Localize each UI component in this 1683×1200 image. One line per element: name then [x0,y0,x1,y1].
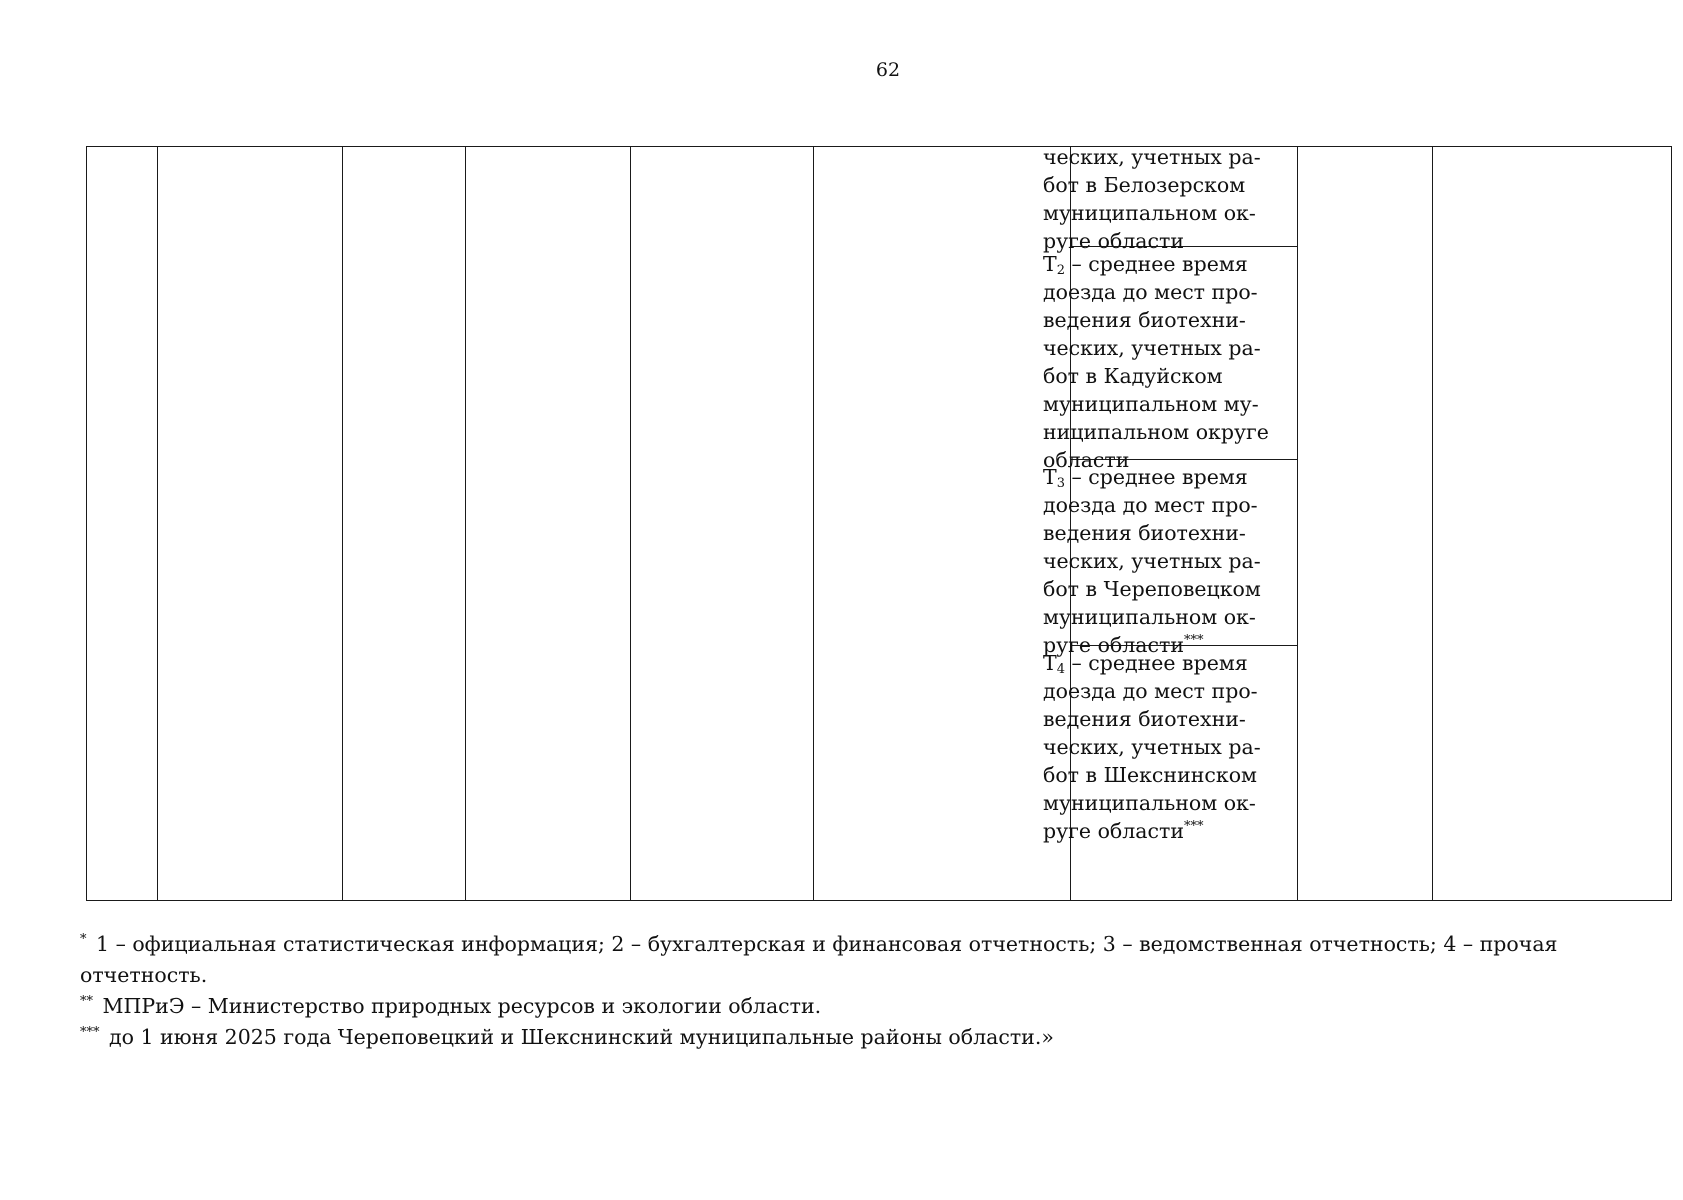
cell-text: – среднее время доезда до мест про- ведения биотехни- ческих, учетных ра- бот в Череповецком муниципальном ок- руге области [1043,465,1261,657]
formula-subscript: 4 [1056,662,1065,677]
cell-text: ческих, учетных ра- бот в Белозерском муниципальном ок- руге области [1043,145,1261,253]
column-divider [342,147,343,900]
footnote-marker: * [80,932,87,947]
formula-symbol: Т [1043,651,1057,675]
column-divider [1432,147,1433,900]
footnote-marker: ** [80,994,93,1009]
footnote-sources [80,929,1680,991]
column-divider [813,147,814,900]
footnote-marker: *** [1184,633,1204,648]
footnote-marker: *** [1184,819,1204,834]
page-number: 62 [875,59,901,81]
formula-symbol: Т [1043,465,1057,489]
footnote-text: МПРиЭ – Министерство природных ресурсов и экологии области. [96,994,822,1018]
footnote-text: 1 – официальная статистическая информация; 2 – бухгалтерская и финансовая отчетность; 3 – ведомственная отчетность; 4 – прочая отчетность. [80,932,1558,987]
column-divider [630,147,631,900]
column-divider [157,147,158,900]
footnote-marker: *** [80,1025,100,1040]
footnote-mpre [80,991,1680,1022]
column-divider [1297,147,1298,900]
formula-subscript: 3 [1056,476,1065,491]
table-cell-t4-sheksna [1043,649,1271,845]
footnote-text: до 1 июня 2025 года Череповецкий и Шекснинский муниципальные районы области.» [102,1025,1054,1049]
table-cell-t2-kaduy [1043,250,1271,474]
document-table [86,146,1672,901]
table-cell-t3-cherepovets [1043,463,1271,659]
footnote-districts [80,1022,1680,1053]
column-divider [465,147,466,900]
table-cell-belozersky [1043,143,1271,255]
cell-text: – среднее время доезда до мест про- ведения биотехни- ческих, учетных ра- бот в Кадуйском муниципальном му- ниципальном округе области [1043,252,1269,472]
footnotes [80,929,1680,1053]
formula-symbol: Т [1043,252,1057,276]
cell-text: – среднее время доезда до мест про- ведения биотехни- ческих, учетных ра- бот в Шекснинском муниципальном ок- руге области [1043,651,1261,843]
formula-subscript: 2 [1056,263,1065,278]
